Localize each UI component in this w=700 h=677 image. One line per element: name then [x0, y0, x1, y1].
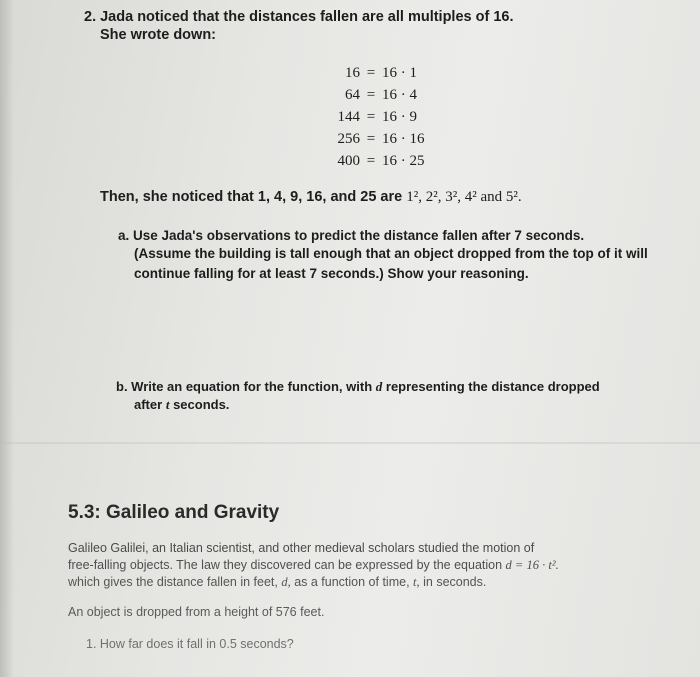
variable-d: d	[375, 379, 383, 394]
part-a-line2: (Assume the building is tall enough that an object dropped from the top of it will	[134, 246, 648, 261]
part-b-post: representing the distance dropped	[385, 379, 600, 394]
equation-lhs: 256	[337, 131, 360, 147]
part-b-pre: b. Write an equation for the function, with	[116, 379, 373, 394]
equation-lhs: 16	[345, 65, 360, 81]
object-statement: An object is dropped from a height of 576 feet.	[68, 605, 325, 619]
equals-sign: =	[366, 65, 376, 81]
photo-shadow-edge	[0, 0, 14, 677]
equals-sign: =	[366, 153, 376, 169]
part-a-line1: a. Use Jada's observations to predict the distance fallen after 7 seconds.	[118, 228, 585, 243]
then-squares: 1², 2², 3², 4² and 5².	[406, 189, 522, 205]
equation-lhs: 64	[345, 87, 360, 103]
section-para-line2	[68, 558, 559, 573]
section-title: 5.3: Galileo and Gravity	[68, 502, 280, 523]
equals-sign: =	[366, 87, 376, 103]
equation-rhs: 16 · 4	[382, 87, 417, 103]
equation-lhs: 400	[337, 153, 360, 169]
equation-rhs: 16 · 1	[382, 65, 417, 81]
question-1: 1. How far does it fall in 0.5 seconds?	[86, 637, 294, 651]
part-a-line3: continue falling for at least 7 seconds.) Show your reasoning.	[134, 266, 529, 281]
equation-rhs: 16 · 16	[382, 131, 425, 147]
section-para-line3	[68, 575, 486, 590]
part-b-after: after	[134, 397, 163, 412]
then-statement	[100, 189, 522, 206]
equation-row	[300, 128, 430, 150]
page-divider	[0, 442, 700, 444]
then-text: Then, she noticed that 1, 4, 9, 16, and 25 are	[100, 189, 403, 205]
para-line3-mid: as a function of time,	[294, 575, 410, 589]
equation-row	[300, 62, 430, 84]
part-b-line1	[116, 379, 600, 395]
para-line2-text: free-falling objects. The law they discovered can be expressed by the equation	[68, 558, 503, 572]
section-para-line1: Galileo Galilei, an Italian scientist, and other medieval scholars studied the motion of	[68, 541, 535, 555]
equation-rhs: 16 · 9	[382, 109, 417, 125]
equation-lhs: 144	[337, 109, 360, 125]
galileo-equation: d = 16 · t².	[505, 558, 559, 572]
equation-row	[300, 150, 430, 172]
para-line3-post: in seconds.	[423, 575, 487, 589]
problem-heading: 2. Jada noticed that the distances fallen are all multiples of 16.	[84, 9, 514, 25]
para-line3-pre: which gives the distance fallen in feet,	[68, 575, 278, 589]
equation-list	[300, 62, 430, 172]
equation-row	[300, 106, 430, 128]
equation-rhs: 16 · 25	[382, 153, 425, 169]
equals-sign: =	[366, 131, 376, 147]
para-var-d: d,	[281, 575, 291, 589]
she-wrote-label: She wrote down:	[100, 27, 216, 43]
part-b-seconds: seconds.	[173, 397, 230, 412]
para-var-t: t,	[413, 575, 420, 589]
equation-row	[300, 84, 430, 106]
equals-sign: =	[366, 109, 376, 125]
part-b-line2	[134, 397, 229, 413]
variable-t: t	[165, 397, 170, 412]
